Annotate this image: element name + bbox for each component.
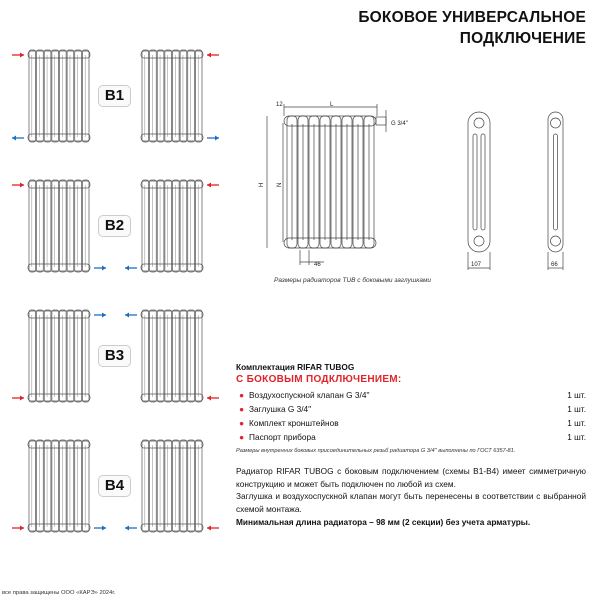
radiator-left [12,180,106,272]
dim-height: H [259,182,265,187]
dim-pitch: 46 [314,262,321,268]
dim-length: L [330,102,334,108]
return-arrow-icon [125,313,137,318]
return-arrow-icon [207,136,219,141]
kit-section [236,362,586,454]
scheme-label: B3 [98,345,131,367]
return-arrow-icon [12,136,24,141]
radiator-right [125,180,219,272]
bullet-icon: ● [239,390,245,400]
scheme-label: B2 [98,215,131,237]
supply-arrow-icon [207,183,219,188]
dim-depth-107: 107 [471,262,482,268]
return-arrow-icon [94,266,106,271]
kit-item: ● Паспорт прибора 1 шт. [239,432,586,442]
radiator-left [12,440,106,532]
page-title: БОКОВОЕ УНИВЕРСАЛЬНОЕ ПОДКЛЮЧЕНИЕ [358,9,586,47]
bullet-icon: ● [239,432,245,442]
return-arrow-icon [94,313,106,318]
kit-heading: Комплектация RIFAR TUBOG [236,362,355,372]
radiator-left [12,310,106,402]
radiator-left [12,50,90,142]
radiator-right [141,50,219,142]
drawing-caption: Размеры радиаторов TUB с боковыми заглушками [274,277,432,284]
dim-center: N [277,182,283,187]
bullet-icon: ● [239,418,245,428]
radiator-right [125,440,219,532]
kit-item: ● Заглушка G 3/4'' 1 шт. [239,404,586,414]
supply-arrow-icon [12,526,24,531]
dim-depth-66: 66 [551,262,558,268]
kit-item: ● Комплект кронштейнов 1 шт. [239,418,586,428]
supply-arrow-icon [207,396,219,401]
copyright: все права защищены ООО «КАРЭ» 2024г. [2,590,116,596]
return-arrow-icon [125,266,137,271]
description: Радиатор RIFAR TUBOG с боковым подключением (схемы B1-B4) имеет симметричную конструкцию и может быть подключен по любой из схем. Заглушка и воздухоспускной клапан могут быть перенесены в соответствии с выбранной схемой монтажа. Минимальная длина радиатора – 98 мм (2 секции) без учета арматуры. [236,466,586,527]
supply-arrow-icon [12,396,24,401]
supply-arrow-icon [207,526,219,531]
dim-thread: G 3/4'' [391,121,408,127]
dim-offset: 12 [276,102,283,108]
supply-arrow-icon [207,53,219,58]
supply-arrow-icon [12,53,24,58]
scheme-label: B4 [98,475,131,497]
dimension-drawing [250,90,590,275]
return-arrow-icon [125,526,137,531]
kit-note: Размеры внутренних боковых присоединительных резьб радиатора G 3/4'' выполнены по ГОСТ 6357-81. [236,448,516,454]
bullet-icon: ● [239,404,245,414]
supply-arrow-icon [12,183,24,188]
kit-item: ● Воздухоспускной клапан G 3/4'' 1 шт. [239,390,586,400]
radiator-right [125,310,219,402]
return-arrow-icon [94,526,106,531]
kit-subheading: С БОКОВЫМ ПОДКЛЮЧЕНИЕМ: [236,374,402,385]
scheme-label: B1 [98,85,131,107]
